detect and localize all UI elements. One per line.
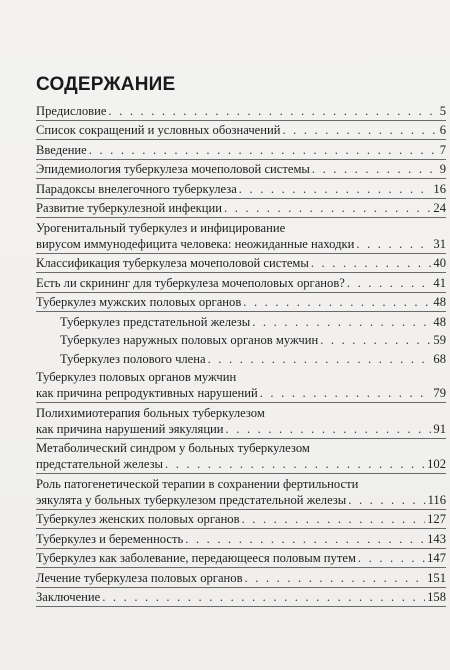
toc-entry (36, 439, 446, 475)
toc-page-number: 16 (433, 181, 446, 196)
toc-entry (36, 588, 446, 608)
toc-entry-title: Заключение (36, 590, 101, 604)
toc-page-number: 151 (427, 570, 446, 585)
toc-entry-title: вирусом иммунодефицита человека: неожиданные находки (36, 236, 355, 251)
toc-entry-title: Роль патогенетической терапии в сохранении фертильности (36, 476, 359, 491)
toc-entry-line (36, 589, 446, 605)
toc-page-number: 31 (433, 236, 446, 251)
toc-page-number: 143 (427, 531, 446, 546)
toc-entry-line (36, 369, 446, 385)
dot-leader (252, 314, 431, 330)
toc-entry-title: предстательной железы (36, 457, 164, 471)
toc-entry-line (36, 405, 446, 421)
toc-entry-title: Туберкулез и беременность (36, 531, 184, 546)
toc-entry-line (36, 275, 446, 291)
toc-page-number: 24 (433, 201, 446, 215)
toc-entry-title: как причина репродуктивных нарушений (36, 386, 258, 400)
toc-entry (36, 101, 446, 121)
toc-entry-line (36, 550, 446, 566)
dot-leader (312, 161, 438, 177)
toc-entry (36, 568, 446, 588)
toc-entry-title: Классификация туберкулеза мочеполовой системы (36, 256, 309, 270)
toc-page-number: 127 (427, 512, 446, 526)
toc-page-number: 147 (427, 551, 446, 565)
dot-leader (208, 351, 432, 367)
toc-page-number: 6 (439, 123, 446, 137)
toc-entry-title: как причина нарушений эякуляции (36, 421, 224, 436)
toc-entry (60, 349, 446, 368)
dot-leader (224, 200, 431, 216)
toc-entry-title: Туберкулез половых органов мужчин (36, 370, 237, 384)
toc-entry-line (36, 161, 446, 177)
toc-entry-title: Метаболический синдром у больных туберкулезом (36, 441, 310, 455)
toc-entry-line (36, 294, 446, 310)
dot-leader (185, 531, 425, 547)
toc-entry-title: Парадоксы внелегочного туберкулеза (36, 181, 237, 196)
toc-entry (36, 121, 446, 141)
page-title: СОДЕРЖАНИЕ (36, 74, 176, 95)
dot-leader (356, 236, 431, 252)
toc-entry-line (36, 142, 446, 158)
toc-page-number: 40 (433, 256, 446, 270)
toc-entry-title: Туберкулез предстательной железы (60, 314, 251, 329)
toc-page-number: 59 (433, 333, 446, 347)
toc-entry-line (36, 385, 446, 401)
toc-entry (60, 312, 446, 331)
toc-entry-line (36, 236, 446, 252)
toc-entry (36, 140, 446, 160)
toc-entry-line (36, 440, 446, 456)
toc-entry-line (36, 200, 446, 216)
toc-entry-title: Туберкулез женских половых органов (36, 512, 240, 526)
toc-entry (36, 293, 446, 313)
toc-entry-line (36, 570, 446, 586)
toc-page-number: 116 (427, 492, 446, 507)
dot-leader (260, 385, 432, 401)
dot-leader (311, 255, 432, 271)
dot-leader (89, 142, 438, 158)
toc-entry (36, 273, 446, 293)
dot-leader (226, 421, 432, 437)
toc-entry (36, 199, 446, 219)
dot-leader (243, 294, 431, 310)
toc-page-number: 48 (433, 295, 446, 309)
toc-entry-line (60, 332, 446, 348)
toc-entry-line (36, 220, 446, 236)
toc-page-number: 68 (433, 351, 446, 366)
toc-entry-title: эякулята у больных туберкулезом предстательной железы (36, 492, 347, 507)
toc-entry-title: Развитие туберкулезной инфекции (36, 201, 223, 215)
toc-entry-title: Предисловие (36, 103, 107, 118)
toc-entry (36, 254, 446, 274)
toc-entry-title: Туберкулез мужских половых органов (36, 295, 242, 309)
dot-leader (282, 122, 437, 138)
toc-entry (36, 549, 446, 569)
toc-entry-title: Эпидемиология туберкулеза мочеполовой системы (36, 162, 310, 176)
toc-entry-line (36, 511, 446, 527)
toc-entry (36, 510, 446, 530)
toc-page-number: 158 (427, 590, 446, 604)
toc-entry-line (36, 492, 446, 508)
toc-entry (36, 474, 446, 510)
toc-entry-line (60, 314, 446, 330)
dot-leader (108, 103, 437, 119)
toc-entry (36, 403, 446, 439)
toc-entry (36, 529, 446, 549)
toc-entry-line (36, 456, 446, 472)
dot-leader (320, 332, 431, 348)
toc-entry-title: Туберкулез как заболевание, передающееся половым путем (36, 551, 356, 565)
toc-page-number: 48 (433, 314, 446, 329)
toc-entry-line (36, 421, 446, 437)
dot-leader (239, 181, 432, 197)
toc-entry (36, 218, 446, 254)
table-of-contents (36, 101, 446, 607)
dot-leader (347, 275, 432, 291)
toc-page-number: 7 (439, 142, 446, 157)
toc-entry-line (60, 351, 446, 367)
toc-page-number: 91 (433, 421, 446, 436)
dot-leader (165, 456, 425, 472)
toc-page-number: 41 (433, 275, 446, 290)
toc-entry-line (36, 255, 446, 271)
toc-entry-line (36, 531, 446, 547)
dot-leader (245, 570, 426, 586)
toc-entry (36, 160, 446, 180)
toc-page-number: 102 (427, 457, 446, 471)
toc-entry-title: Список сокращений и условных обозначений (36, 123, 281, 137)
dot-leader (348, 492, 425, 508)
toc-page-number: 5 (439, 103, 446, 118)
toc-entry-title: Лечение туберкулеза половых органов (36, 570, 243, 585)
toc-entry-title: Урогенитальный туберкулез и инфицирование (36, 220, 286, 235)
dot-leader (102, 589, 425, 605)
dot-leader (242, 511, 426, 527)
toc-page-number: 9 (439, 162, 446, 176)
toc-page-number: 79 (433, 386, 446, 400)
toc-entry-title: Туберкулез полового члена (60, 351, 206, 366)
toc-entry-title: Туберкулез наружных половых органов мужчин (60, 333, 319, 347)
toc-entry (36, 179, 446, 199)
dot-leader (358, 550, 425, 566)
toc-entry (36, 368, 446, 404)
toc-entry-title: Есть ли скрининг для туберкулеза мочеполовых органов? (36, 275, 345, 290)
toc-entry (60, 331, 446, 350)
toc-entry-line (36, 476, 446, 492)
toc-entry-line (36, 103, 446, 119)
toc-entry-line (36, 122, 446, 138)
toc-entry-title: Введение (36, 142, 87, 157)
toc-entry-line (36, 181, 446, 197)
toc-entry-title: Полихимиотерапия больных туберкулезом (36, 405, 265, 420)
